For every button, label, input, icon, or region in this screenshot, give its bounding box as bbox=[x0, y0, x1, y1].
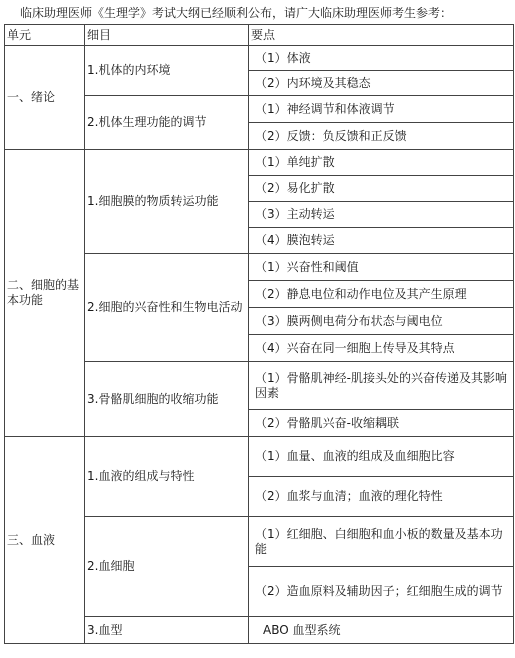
point-cell: （2）血浆与血清；血液的理化特性 bbox=[249, 477, 514, 517]
point-cell: （1）单纯扩散 bbox=[249, 150, 514, 176]
point-cell: （1）血量、血液的组成及血细胞比容 bbox=[249, 437, 514, 477]
point-cell: （1）体液 bbox=[249, 46, 514, 71]
unit-cell: 三、血液 bbox=[5, 437, 85, 644]
item-cell: 2.机体生理功能的调节 bbox=[85, 96, 249, 150]
point-cell: （2）反馈：负反馈和正反馈 bbox=[249, 123, 514, 150]
table-row bbox=[5, 46, 514, 71]
header-item: 细目 bbox=[85, 25, 249, 46]
header-unit: 单元 bbox=[5, 25, 85, 46]
point-cell: （3）主动转运 bbox=[249, 202, 514, 228]
point-cell: ABO 血型系统 bbox=[249, 617, 514, 644]
point-cell: （1）兴奋性和阈值 bbox=[249, 254, 514, 281]
item-cell: 3.血型 bbox=[85, 617, 249, 644]
item-cell: 3.骨骼肌细胞的收缩功能 bbox=[85, 362, 249, 437]
point-cell: （2）静息电位和动作电位及其产生原理 bbox=[249, 281, 514, 308]
point-cell: （1）骨骼肌神经-肌接头处的兴奋传递及其影响因素 bbox=[249, 362, 514, 410]
item-cell: 2.血细胞 bbox=[85, 517, 249, 617]
point-cell: （3）膜两侧电荷分布状态与阈电位 bbox=[249, 308, 514, 335]
point-cell: （1）神经调节和体液调节 bbox=[249, 96, 514, 123]
table-header-row bbox=[5, 25, 514, 46]
item-cell: 1.机体的内环境 bbox=[85, 46, 249, 96]
table-row bbox=[5, 437, 514, 477]
syllabus-table bbox=[4, 24, 514, 644]
item-cell: 2.细胞的兴奋性和生物电活动 bbox=[85, 254, 249, 362]
point-cell: （2）骨骼肌兴奋-收缩耦联 bbox=[249, 410, 514, 437]
unit-cell: 二、细胞的基本功能 bbox=[5, 150, 85, 437]
item-cell: 1.细胞膜的物质转运功能 bbox=[85, 150, 249, 254]
point-cell: （2）造血原料及辅助因子；红细胞生成的调节 bbox=[249, 567, 514, 617]
point-cell: （2）内环境及其稳态 bbox=[249, 71, 514, 96]
point-cell: （2）易化扩散 bbox=[249, 176, 514, 202]
intro-text: 临床助理医师《生理学》考试大纲已经顺利公布，请广大临床助理医师考生参考： bbox=[20, 6, 453, 20]
header-points: 要点 bbox=[249, 25, 514, 46]
point-cell: （4）兴奋在同一细胞上传导及其特点 bbox=[249, 335, 514, 362]
unit-cell: 一、绪论 bbox=[5, 46, 85, 150]
table-row bbox=[5, 150, 514, 176]
point-cell: （1）红细胞、白细胞和血小板的数量及基本功能 bbox=[249, 517, 514, 567]
point-cell: （4）膜泡转运 bbox=[249, 228, 514, 254]
item-cell: 1.血液的组成与特性 bbox=[85, 437, 249, 517]
